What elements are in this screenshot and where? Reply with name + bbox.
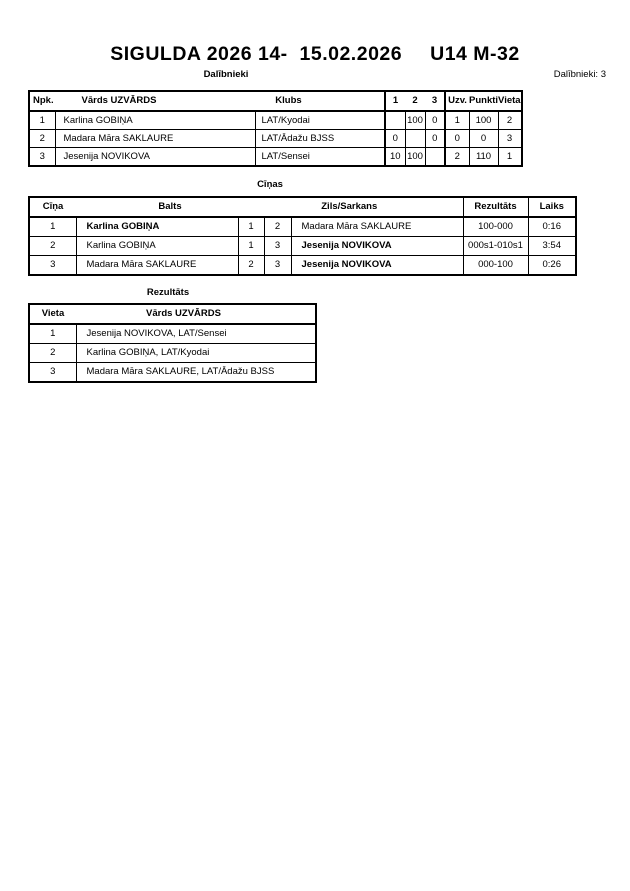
- fight-row: [29, 237, 576, 256]
- fight-white-name: Madara Māra SAKLAURE: [76, 256, 238, 276]
- fight-time: 3:54: [528, 237, 576, 256]
- participant-points: 0: [469, 130, 498, 148]
- fights-header-row: [29, 197, 576, 217]
- fight-blue-name: Jesenija NOVIKOVA: [291, 237, 463, 256]
- participant-name: Madara Māra SAKLAURE: [55, 130, 255, 148]
- col-header-3: 3: [425, 91, 445, 111]
- col-header-blue: Zils/Sarkans: [264, 197, 463, 217]
- fight-result: 000s1-010s1: [463, 237, 528, 256]
- col-header-result: Rezultāts: [463, 197, 528, 217]
- fight-blue-num: 3: [264, 237, 291, 256]
- col-header-white: Balts: [76, 197, 264, 217]
- fight-time: 0:26: [528, 256, 576, 276]
- fight-result: 100-000: [463, 217, 528, 237]
- participant-club: LAT/Ādažu BJSS: [255, 130, 385, 148]
- fight-number: 2: [29, 237, 76, 256]
- col-header-wins: Uzv.: [445, 91, 469, 111]
- participant-row: [29, 130, 522, 148]
- fight-white-num: 1: [238, 237, 264, 256]
- participant-place: 2: [498, 111, 522, 130]
- participant-npk: 2: [29, 130, 55, 148]
- participant-points: 100: [469, 111, 498, 130]
- page-title: [0, 43, 630, 66]
- participant-name: Jesenija NOVIKOVA: [55, 148, 255, 167]
- fight-row: [29, 217, 576, 237]
- participant-score-2: [405, 130, 425, 148]
- participants-count: Dalībnieki: 3: [553, 69, 606, 80]
- participant-score-2: 100: [405, 111, 425, 130]
- participant-row: [29, 148, 522, 167]
- col-header-fight: Cīņa: [29, 197, 76, 217]
- col-header-place: Vieta: [29, 304, 76, 324]
- participant-score-1: [385, 111, 405, 130]
- fight-white-num: 2: [238, 256, 264, 276]
- fights-table: [28, 196, 577, 276]
- participant-place: 1: [498, 148, 522, 167]
- fight-blue-num: 3: [264, 256, 291, 276]
- col-header-2: 2: [405, 91, 425, 111]
- fight-row: [29, 256, 576, 276]
- participant-row: [29, 111, 522, 130]
- participant-club: LAT/Kyodai: [255, 111, 385, 130]
- fight-white-num: 1: [238, 217, 264, 237]
- result-row: [29, 324, 316, 344]
- col-header-name: Vārds UZVĀRDS: [76, 304, 316, 324]
- participant-score-3: 0: [425, 130, 445, 148]
- col-header-place: Vieta: [498, 91, 522, 111]
- participant-points: 110: [469, 148, 498, 167]
- fight-blue-name: Madara Māra SAKLAURE: [291, 217, 463, 237]
- results-section-label: Rezultāts: [146, 287, 190, 298]
- participant-score-3: [425, 148, 445, 167]
- participant-wins: 0: [445, 130, 469, 148]
- result-place: 3: [29, 363, 76, 383]
- title-category: U14 M-32: [430, 43, 520, 65]
- result-place: 1: [29, 324, 76, 344]
- fight-white-name: Karlina GOBIŅA: [76, 217, 238, 237]
- participant-score-3: 0: [425, 111, 445, 130]
- col-header-name: Vārds UZVĀRDS: [55, 91, 255, 111]
- participants-table: [28, 90, 523, 167]
- results-header-row: [29, 304, 316, 324]
- participants-header-row: [29, 91, 522, 111]
- fight-white-name: Karlina GOBIŅA: [76, 237, 238, 256]
- fight-result: 000-100: [463, 256, 528, 276]
- title-event: SIGULDA 2026 14- 15.02.2026: [110, 43, 403, 65]
- result-name: Jesenija NOVIKOVA, LAT/Sensei: [76, 324, 316, 344]
- fight-blue-num: 2: [264, 217, 291, 237]
- participant-score-1: 0: [385, 130, 405, 148]
- result-name: Karlina GOBIŅA, LAT/Kyodai: [76, 344, 316, 363]
- col-header-points: Punkti: [469, 91, 498, 111]
- participant-npk: 1: [29, 111, 55, 130]
- fights-section-label: Cīņas: [257, 179, 283, 190]
- fight-number: 3: [29, 256, 76, 276]
- col-header-club: Klubs: [255, 91, 385, 111]
- fight-time: 0:16: [528, 217, 576, 237]
- col-header-time: Laiks: [528, 197, 576, 217]
- participant-score-2: 100: [405, 148, 425, 167]
- participant-place: 3: [498, 130, 522, 148]
- results-table: [28, 303, 317, 383]
- participant-npk: 3: [29, 148, 55, 167]
- fight-number: 1: [29, 217, 76, 237]
- participant-club: LAT/Sensei: [255, 148, 385, 167]
- participant-name: Karlina GOBIŅA: [55, 111, 255, 130]
- participant-wins: 1: [445, 111, 469, 130]
- participants-section-label: Dalībnieki: [203, 69, 249, 80]
- fight-blue-name: Jesenija NOVIKOVA: [291, 256, 463, 276]
- result-row: [29, 344, 316, 363]
- participant-score-1: 10: [385, 148, 405, 167]
- participant-wins: 2: [445, 148, 469, 167]
- col-header-1: 1: [385, 91, 405, 111]
- result-place: 2: [29, 344, 76, 363]
- result-row: [29, 363, 316, 383]
- result-name: Madara Māra SAKLAURE, LAT/Ādažu BJSS: [76, 363, 316, 383]
- col-header-npk: Npk.: [29, 91, 55, 111]
